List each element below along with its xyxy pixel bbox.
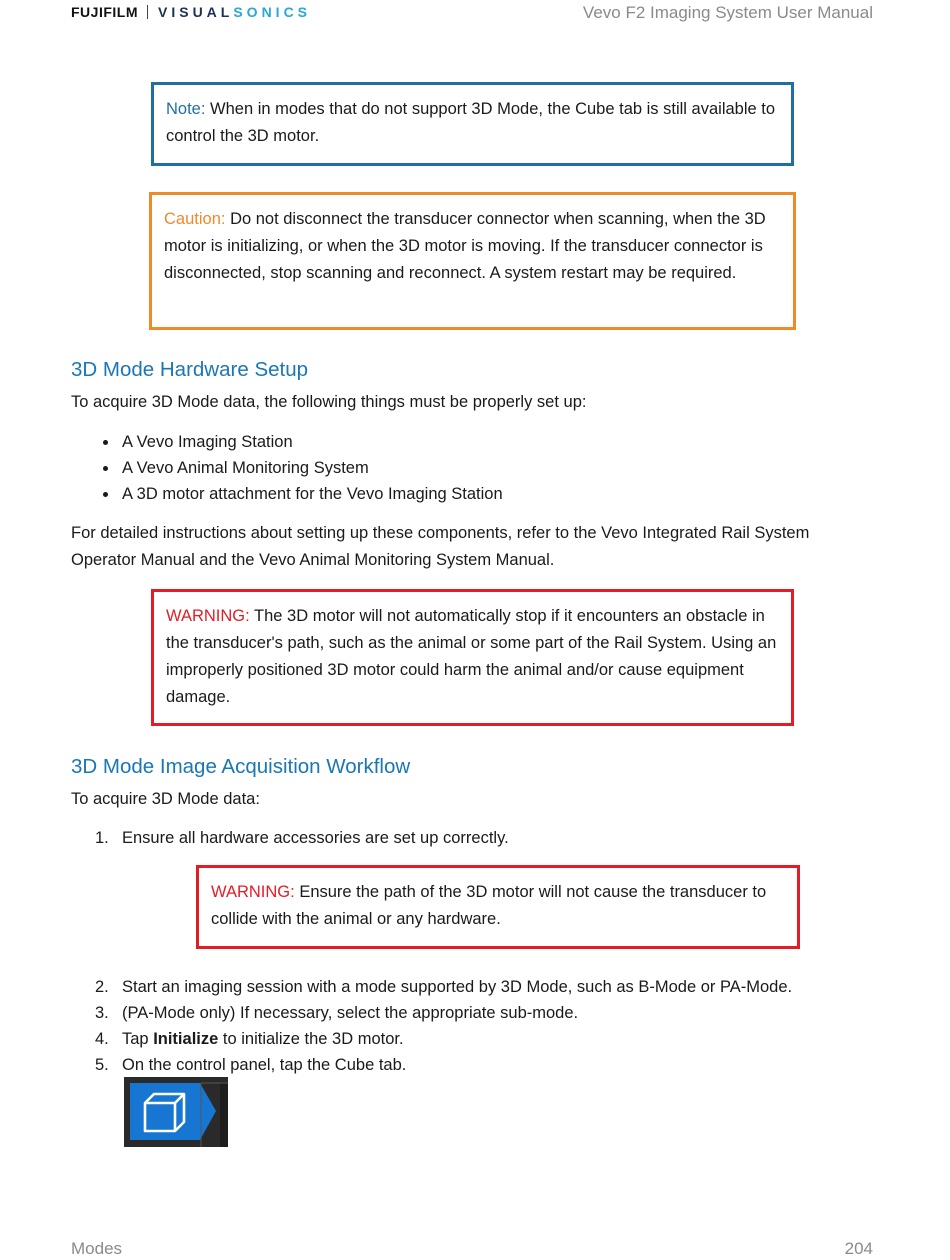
bullet-text: A 3D motor attachment for the Vevo Imaging Station [122,485,503,503]
logo-fujifilm: FUJIFILM [71,3,138,20]
warning-label: WARNING: [166,607,250,625]
list-item [71,429,771,455]
step-4 [71,1026,931,1052]
step-2 [71,974,931,1000]
warning-box-motor [151,589,794,726]
bullet-icon [103,492,108,497]
list-item [71,455,771,481]
warning-text [166,603,779,711]
step-3 [71,1000,931,1026]
workflow-intro: To acquire 3D Mode data: [71,790,260,808]
footer-page-number: 204 [844,1239,873,1258]
step-number: 1. [95,829,109,847]
step-number: 4. [95,1030,109,1048]
warning-box-path [196,865,800,949]
footer-section-name: Modes [71,1239,123,1258]
hardware-bullet-list [71,429,771,507]
hardware-intro: To acquire 3D Mode data, the following things must be properly set up: [71,393,587,411]
warning-text [211,879,785,933]
workflow-steps-a [71,825,871,851]
hardware-detail: For detailed instructions about setting up these components, refer to the Vevo Integrated Rail System Operator Manual and the Vevo Animal Monitoring System Manual. [71,524,810,569]
bullet-icon [103,440,108,445]
step-text: Start an imaging session with a mode supported by 3D Mode, such as B-Mode or PA-Mode. [122,978,793,996]
manual-title: Vevo F2 Imaging System User Manual [582,3,873,22]
caution-text [164,206,781,287]
logo-sonics: SONICS [233,3,312,20]
bullet-icon [103,466,108,471]
step-number: 3. [95,1004,109,1022]
step-text-post: to initialize the 3D motor. [218,1030,404,1048]
note-text [166,96,779,150]
fujifilm-visualsonics-logo [71,2,311,22]
step-number: 2. [95,978,109,996]
caution-body: Do not disconnect the transducer connector when scanning, when the 3D motor is initializing, or when the 3D motor is moving. If the transducer connector is disconnected, stop scanning and reconnect. A system restart may be required. [164,210,766,282]
step-text: (PA-Mode only) If necessary, select the appropriate sub-mode. [122,1004,579,1022]
caution-box [149,192,796,330]
step-1 [71,825,871,851]
bullet-text: A Vevo Imaging Station [122,433,293,451]
workflow-steps-b [71,974,931,1078]
logo-visual: VISUAL [158,3,234,20]
note-box [151,82,794,166]
logo-divider [147,5,148,19]
step-text: On the control panel, tap the Cube tab. [122,1056,407,1074]
workflow-heading: 3D Mode Image Acquisition Workflow [71,755,411,778]
step-text-pre: Tap [122,1030,154,1048]
step-text: Ensure all hardware accessories are set up correctly. [122,829,509,847]
warning-body: Ensure the path of the 3D motor will not cause the transducer to collide with the animal or any hardware. [211,883,767,928]
cube-icon [124,1077,228,1147]
note-label: Note: [166,100,206,118]
cube-tab-image [124,1077,228,1147]
bullet-text: A Vevo Animal Monitoring System [122,459,369,477]
warning-label: WARNING: [211,883,295,901]
hardware-setup-heading: 3D Mode Hardware Setup [71,358,309,381]
list-item [71,481,771,507]
step-5 [71,1052,931,1078]
step-number: 5. [95,1056,109,1074]
note-body: When in modes that do not support 3D Mode, the Cube tab is still available to control the 3D motor. [166,100,776,145]
caution-label: Caution: [164,210,226,228]
initialize-keyword: Initialize [153,1030,219,1048]
warning-body: The 3D motor will not automatically stop if it encounters an obstacle in the transducer's path, such as the animal or some part of the Rail System. Using an improperly positioned 3D motor could harm the animal and/or cause equipment damage. [166,607,777,706]
